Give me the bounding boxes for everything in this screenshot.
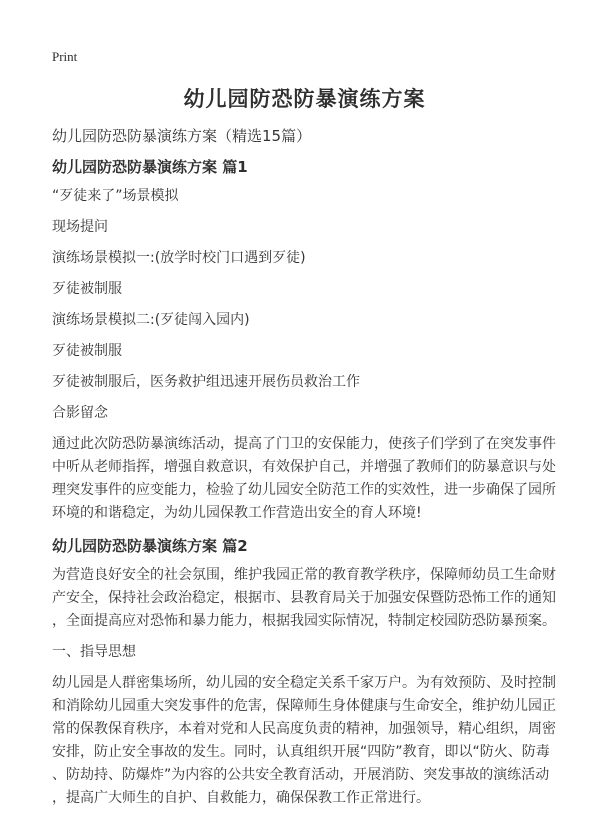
paragraph: 幼儿园是人群密集场所，幼儿园的安全稳定关系千家万户。为有效预防、及时控制和消除幼儿园重大突发事件的危害，保障师生身体健康与生命安全，维护幼儿园正常的保教保育秩序，本着对党和人民高度负责的精神，加强领导，精心组织，周密安排，防止安全事故的发生。同时，认真组织开展“四防”教育，即以“防火、防毒、防劫持、防爆炸”为内容的公共安全教育活动，开展消防、突发事故的演练活动，提高广大师生的自护、自救能力，确保保教工作正常进行。 xyxy=(52,675,556,806)
paragraph: 歹徒被制服 xyxy=(52,281,122,297)
paragraph: 演练场景模拟二:(歹徒闯入园内) xyxy=(52,312,250,328)
paragraph: 演练场景模拟一:(放学时校门口遇到歹徒) xyxy=(52,250,306,266)
section-2-heading: 幼儿园防恐防暴演练方案 篇2 xyxy=(52,537,248,555)
document-subtitle: 幼儿园防恐防暴演练方案（精选15篇） xyxy=(52,127,312,145)
paragraph: 歹徒被制服后，医务救护组迅速开展伤员救治工作 xyxy=(52,374,360,390)
paragraph: 一、指导思想 xyxy=(52,644,136,660)
paragraph: 现场提问 xyxy=(52,219,108,235)
paragraph: 合影留念 xyxy=(52,405,108,421)
paragraph: 通过此次防恐防暴演练活动，提高了门卫的安保能力，使孩子们学到了在突发事件中听从老师指挥，增强自救意识，有效保护自己，并增强了教师们的防暴意识与处理突发事件的应变能力，检验了幼儿园安全防范工作的实效性，进一步确保了园所环境的和谐稳定，为幼儿园保教工作营造出安全的育人环境! xyxy=(52,436,556,521)
section-1 xyxy=(52,157,557,525)
paragraph: “歹徒来了”场景模拟 xyxy=(52,188,179,204)
print-link[interactable]: Print xyxy=(52,49,78,64)
section-1-heading: 幼儿园防恐防暴演练方案 篇1 xyxy=(52,158,248,176)
paragraph: 歹徒被制服 xyxy=(52,343,122,359)
section-2 xyxy=(52,536,557,810)
document-title: 幼儿园防恐防暴演练方案 xyxy=(183,87,426,111)
paragraph: 为营造良好安全的社会氛围，维护我园正常的教育教学秩序，保障师幼员工生命财产安全，保持社会政治稳定，根据市、县教育局关于加强安保暨防恐怖工作的通知，全面提高应对恐怖和暴力能力，根据我园实际情况，特制定校园防恐防暴预案。 xyxy=(52,567,556,629)
